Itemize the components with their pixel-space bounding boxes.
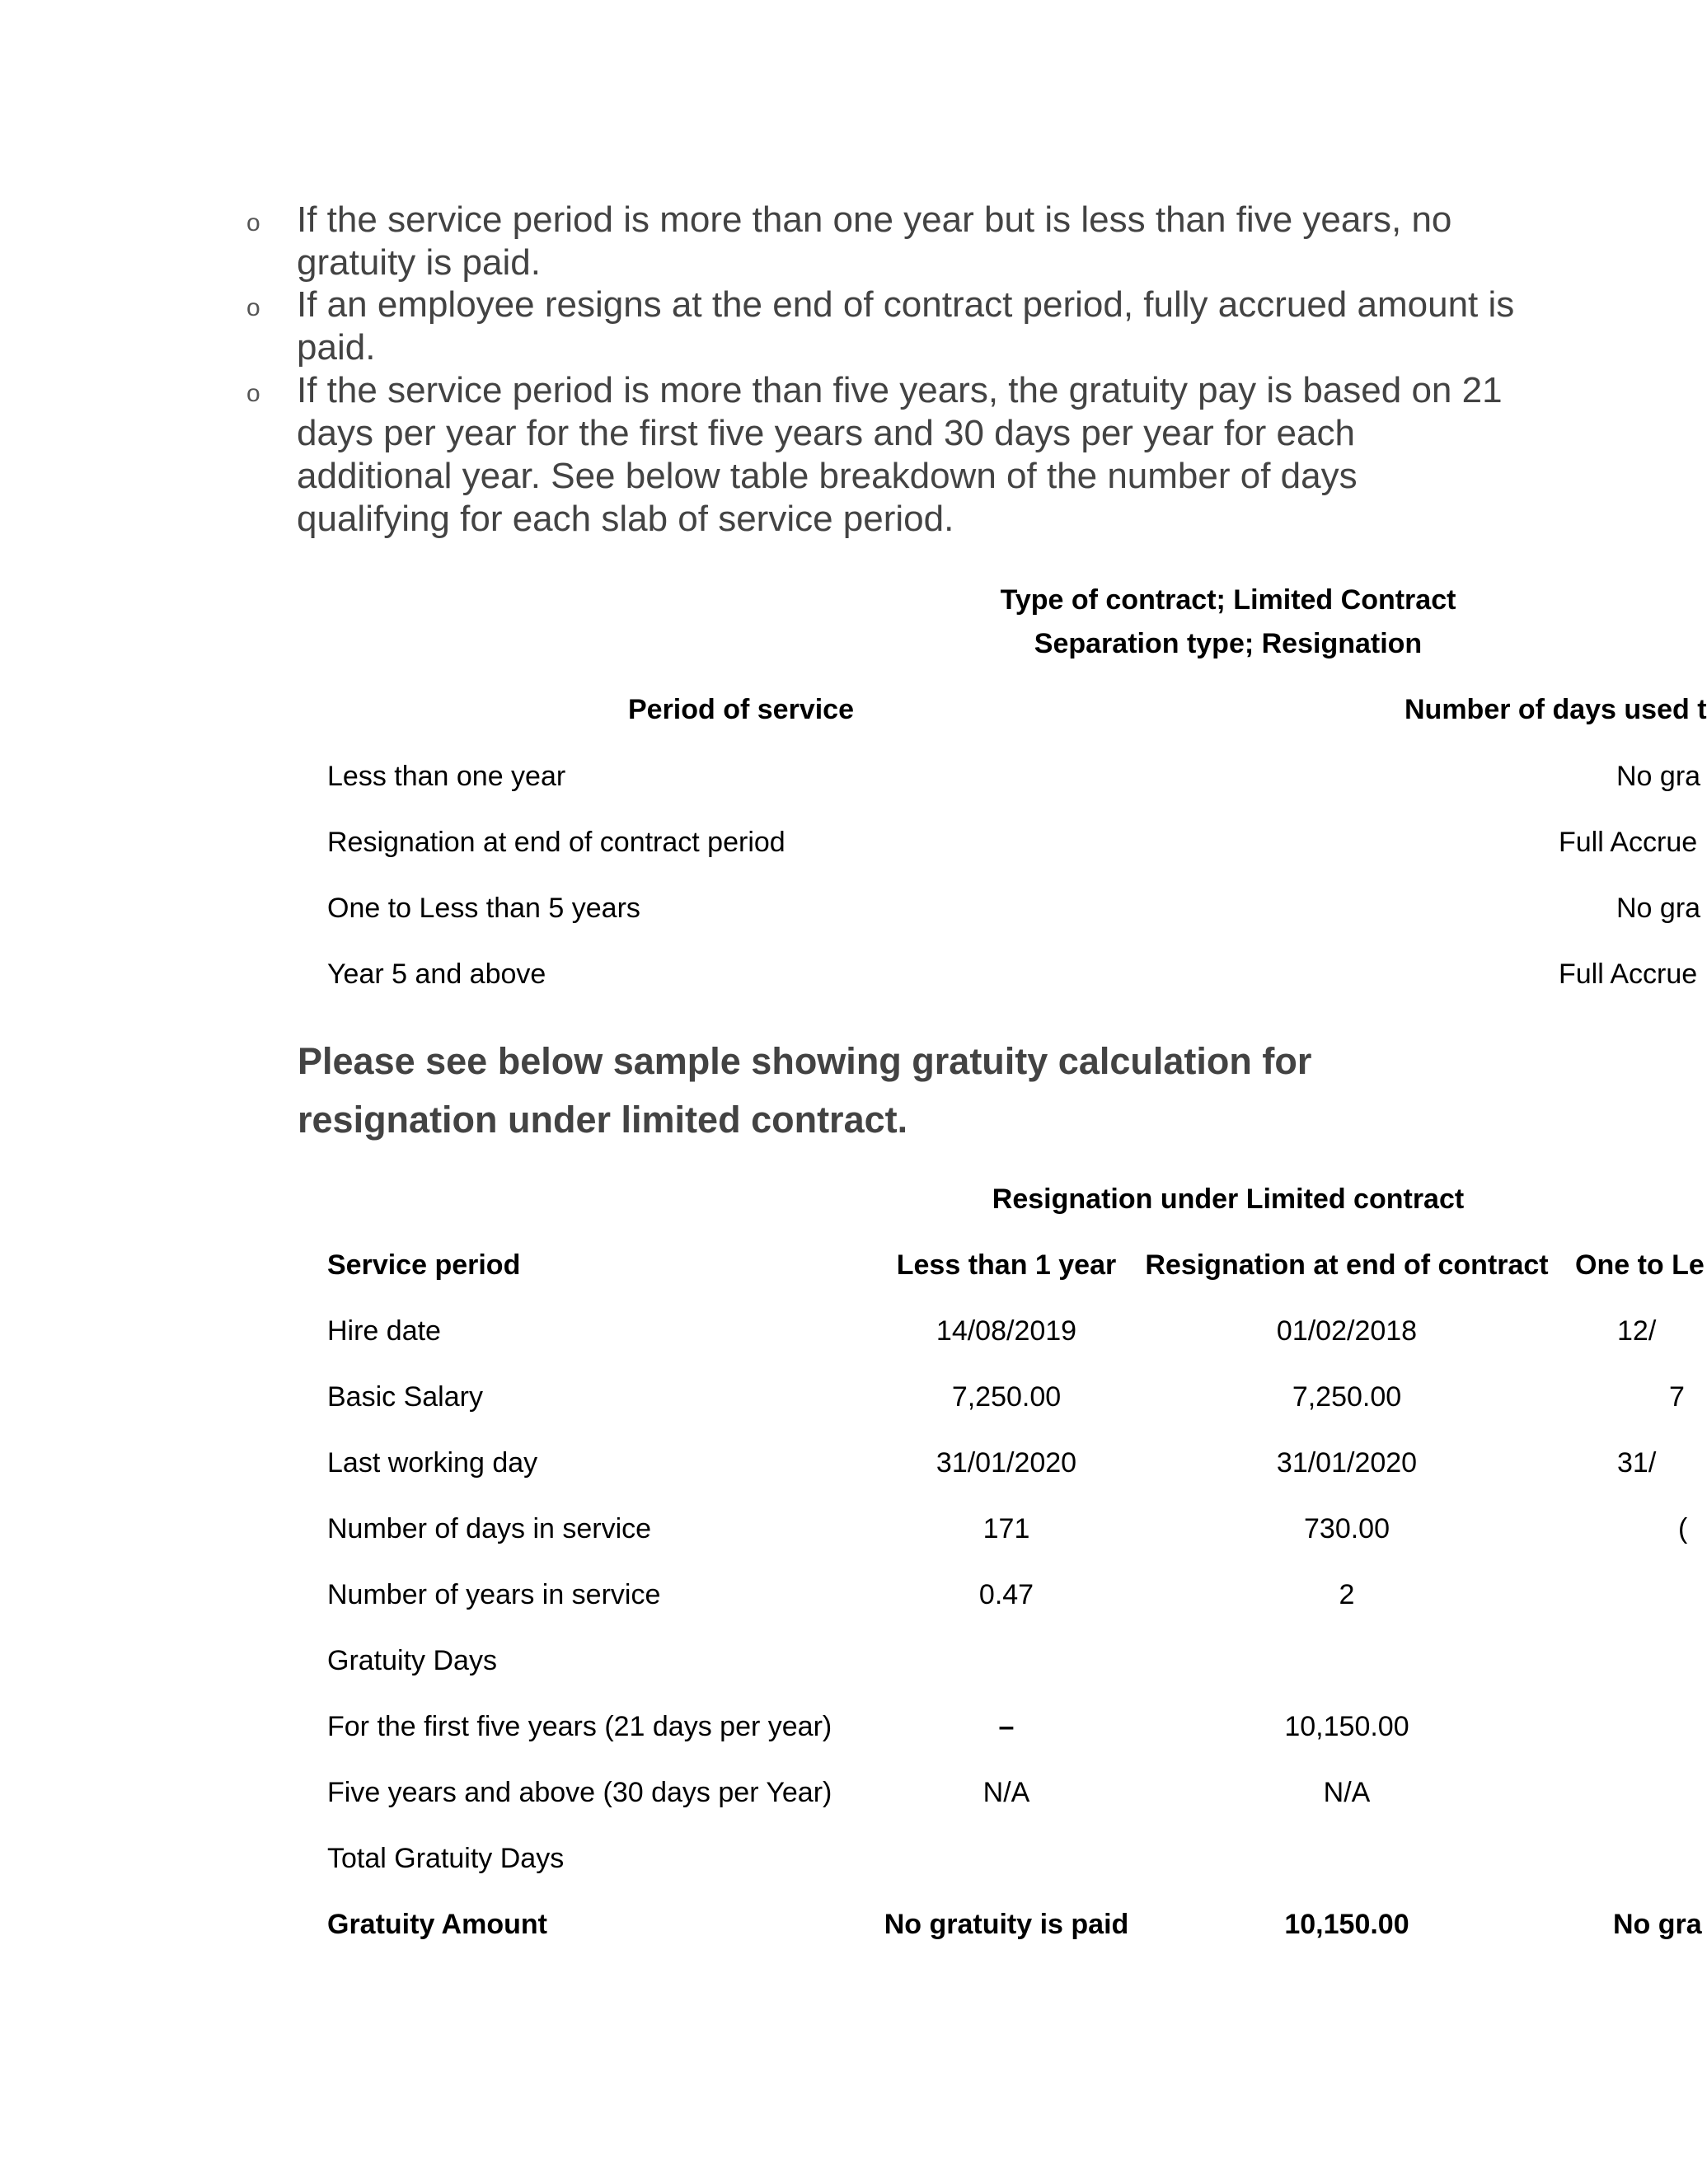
row-label: Last working day — [327, 1447, 538, 1479]
row-label: For the first five years (21 days per year) — [327, 1711, 832, 1742]
table-cell: 31/01/2020 — [1276, 1447, 1418, 1479]
row-label: Number of days in service — [327, 1513, 652, 1544]
table-cell: 01/02/2018 — [1276, 1315, 1418, 1347]
column-header-service-period: Service period — [327, 1249, 521, 1281]
table-row-period: One to Less than 5 years — [327, 893, 640, 924]
row-label: Hire date — [327, 1315, 441, 1347]
table-row-period: Resignation at end of contract period — [327, 827, 786, 858]
table-cell: 10,150.00 — [1284, 1711, 1409, 1742]
bullet-item — [246, 369, 1517, 541]
bullet-marker-icon: o — [246, 380, 260, 407]
table-cell: ( — [1678, 1513, 1688, 1544]
separation-type-label: Separation type; Resignation — [1034, 628, 1423, 659]
table-cell: No gra — [1613, 1909, 1702, 1940]
table-cell: 2 — [1339, 1579, 1355, 1610]
table-cell: 0.47 — [978, 1579, 1034, 1610]
table-row-days: Full Accrue — [1559, 827, 1698, 858]
table-cell: 12/ — [1617, 1315, 1657, 1347]
row-label: Gratuity Days — [327, 1645, 497, 1676]
column-header-resignation-end-contract: Resignation at end of contract — [1145, 1249, 1549, 1281]
bullet-item — [246, 284, 1517, 369]
row-label: Basic Salary — [327, 1381, 483, 1413]
table-cell: 7,250.00 — [951, 1381, 1062, 1413]
table-row-days: No gra — [1616, 761, 1701, 792]
row-label: Five years and above (30 days per Year) — [327, 1777, 832, 1808]
table-cell: 14/08/2019 — [936, 1315, 1077, 1347]
bullet-marker-icon: o — [246, 209, 260, 237]
table-cell: – — [998, 1711, 1015, 1742]
sample-heading: Please see below sample showing gratuity calculation for resignation under limited contract. — [298, 1040, 1312, 1141]
column-header-less-than-1-year: Less than 1 year — [896, 1249, 1117, 1281]
table-cell: N/A — [982, 1777, 1030, 1808]
row-label: Total Gratuity Days — [327, 1843, 565, 1874]
table-cell: 31/01/2020 — [936, 1447, 1077, 1479]
table-cell: 171 — [982, 1513, 1030, 1544]
bullet-marker-icon: o — [246, 294, 260, 321]
column-header-one-to-less: One to Le — [1575, 1249, 1705, 1281]
table-cell: 7 — [1669, 1381, 1685, 1413]
table-row-period: Less than one year — [327, 761, 566, 792]
table-cell: 10,150.00 — [1284, 1909, 1409, 1940]
bullet-text: If the service period is more than five years, the gratuity pay is based on 21 days per year for the first five years and 30 days per year for each additional year. See below table breakdown of the number of days qualifying for each slab of service period. — [297, 370, 1503, 539]
row-label: Number of years in service — [327, 1579, 661, 1610]
table-cell: 31/ — [1617, 1447, 1657, 1479]
column-header-period: Period of service — [627, 694, 855, 725]
column-header-days: Number of days used t — [1405, 694, 1707, 725]
table-row-period: Year 5 and above — [327, 958, 546, 990]
table-title: Resignation under Limited contract — [992, 1183, 1465, 1215]
table-cell: N/A — [1323, 1777, 1371, 1808]
bullet-item — [246, 199, 1517, 284]
table-row-days: Full Accrue — [1559, 958, 1698, 990]
table-cell: No gratuity is paid — [884, 1909, 1129, 1940]
row-label-gratuity-amount: Gratuity Amount — [327, 1909, 547, 1940]
bullet-text: If the service period is more than one year but is less than five years, no gratuity is paid. — [297, 199, 1452, 283]
table-row-days: No gra — [1616, 893, 1701, 924]
contract-type-label: Type of contract; Limited Contract — [1000, 584, 1456, 616]
table-cell: 7,250.00 — [1292, 1381, 1402, 1413]
bullet-text: If an employee resigns at the end of contract period, fully accrued amount is paid. — [297, 284, 1515, 368]
table-cell: 730.00 — [1304, 1513, 1390, 1544]
